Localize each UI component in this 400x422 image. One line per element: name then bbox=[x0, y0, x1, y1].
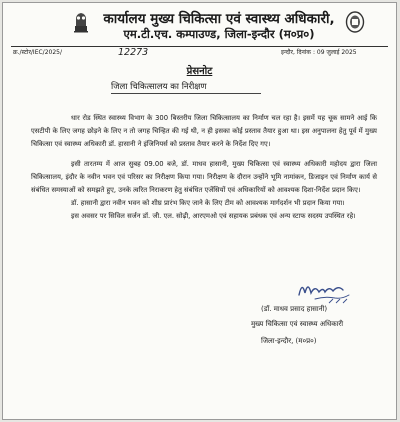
subject-line: जिला चिकित्सालय का निरीक्षण bbox=[111, 82, 207, 92]
body-text bbox=[31, 112, 377, 224]
paragraph-4: इस अवसर पर सिविल सर्जन डॉ. जी. एल. सोढ़ी, आरएमओ एवं सहायक प्रबंधक एवं अन्य स्टाफ सदस्य उपस्थित रहे। bbox=[71, 212, 356, 221]
office-address: एम.टी.एच. कम्पाउण्ड, जिला-इन्दौर (म०प्र०) bbox=[123, 27, 315, 41]
paragraph-2: इसी तारतम्य में आज सुबह 09.00 बजे, डॉ. माधव हासानी, मुख्य चिकित्सा एवं स्वास्थ्य अधिकारी महोदय द्वारा जिला चिकित्सालय, इंदौर के नवीन भवन एवं परिसर का निरीक्षण किया गया। निरीक्षण के दौरान उन्होंने भूमि नामांकन, डिजाइन एवं निर्माण कार्य से संबंधित समस्याओं को समझते हुए, उनके त्वरित निराकरण हेतु संबंधित एजेंसियों एवं अधिकारियों को आवश्यक दिशा-निर्देश प्रदान किए। bbox=[31, 159, 377, 195]
press-note-title-text: प्रेसनोट bbox=[186, 66, 213, 77]
handwritten-signature bbox=[295, 275, 353, 305]
paragraph-3: डॉ. हासानी द्वारा नवीन भवन को शीघ्र प्रारंभ किए जाने के लिए टीम को आवश्यक मार्गदर्शन भी प्रदान किया गया। bbox=[71, 199, 345, 208]
letter-number-handwritten: 12273 bbox=[118, 47, 149, 58]
subject-underline bbox=[111, 93, 261, 94]
signatory-designation: मुख्य चिकित्सा एवं स्वास्थ्य अधिकारी bbox=[251, 320, 344, 328]
press-note-title bbox=[3, 63, 396, 77]
header-divider bbox=[11, 46, 388, 47]
paragraph-1: धार रोड स्थित स्वास्थ्य विभाग के 300 बिस्तरीय जिला चिकित्सालय का निर्माण चल रहा है। इसमें यह चूक सामने आई कि एसटीपी के लिए जगह छोड़ने के लिए न तो जगह चिन्हित की गई थी, न ही इसका कोई प्रस्ताव तैयार हुआ था। इस अनुपालना हेतु पूर्व में मुख्य चिकित्सा एवं स्वास्थ्य अधिकारी डॉ. हासानी ने इंजिनियर्स को प्रस्ताव तैयार करने के निर्देश दिए गए। bbox=[31, 114, 377, 149]
office-title: कार्यालय मुख्य चिकित्सा एवं स्वास्थ्य अधिकारी, bbox=[103, 11, 335, 27]
press-note-document bbox=[2, 2, 397, 420]
seal-icon bbox=[345, 10, 365, 34]
state-emblem-icon bbox=[71, 10, 91, 34]
signatory-name: (डॉ. माधव प्रसाद हासानी) bbox=[261, 305, 328, 313]
signatory-office: जिला-इन्दौर, (म०प्र०) bbox=[261, 337, 317, 345]
letter-date: इन्दौर, दिनांक : 09 जुलाई 2025 bbox=[281, 49, 357, 56]
letter-number-prefix: क्र./स्टोर/IEC/2025/ bbox=[13, 49, 62, 56]
